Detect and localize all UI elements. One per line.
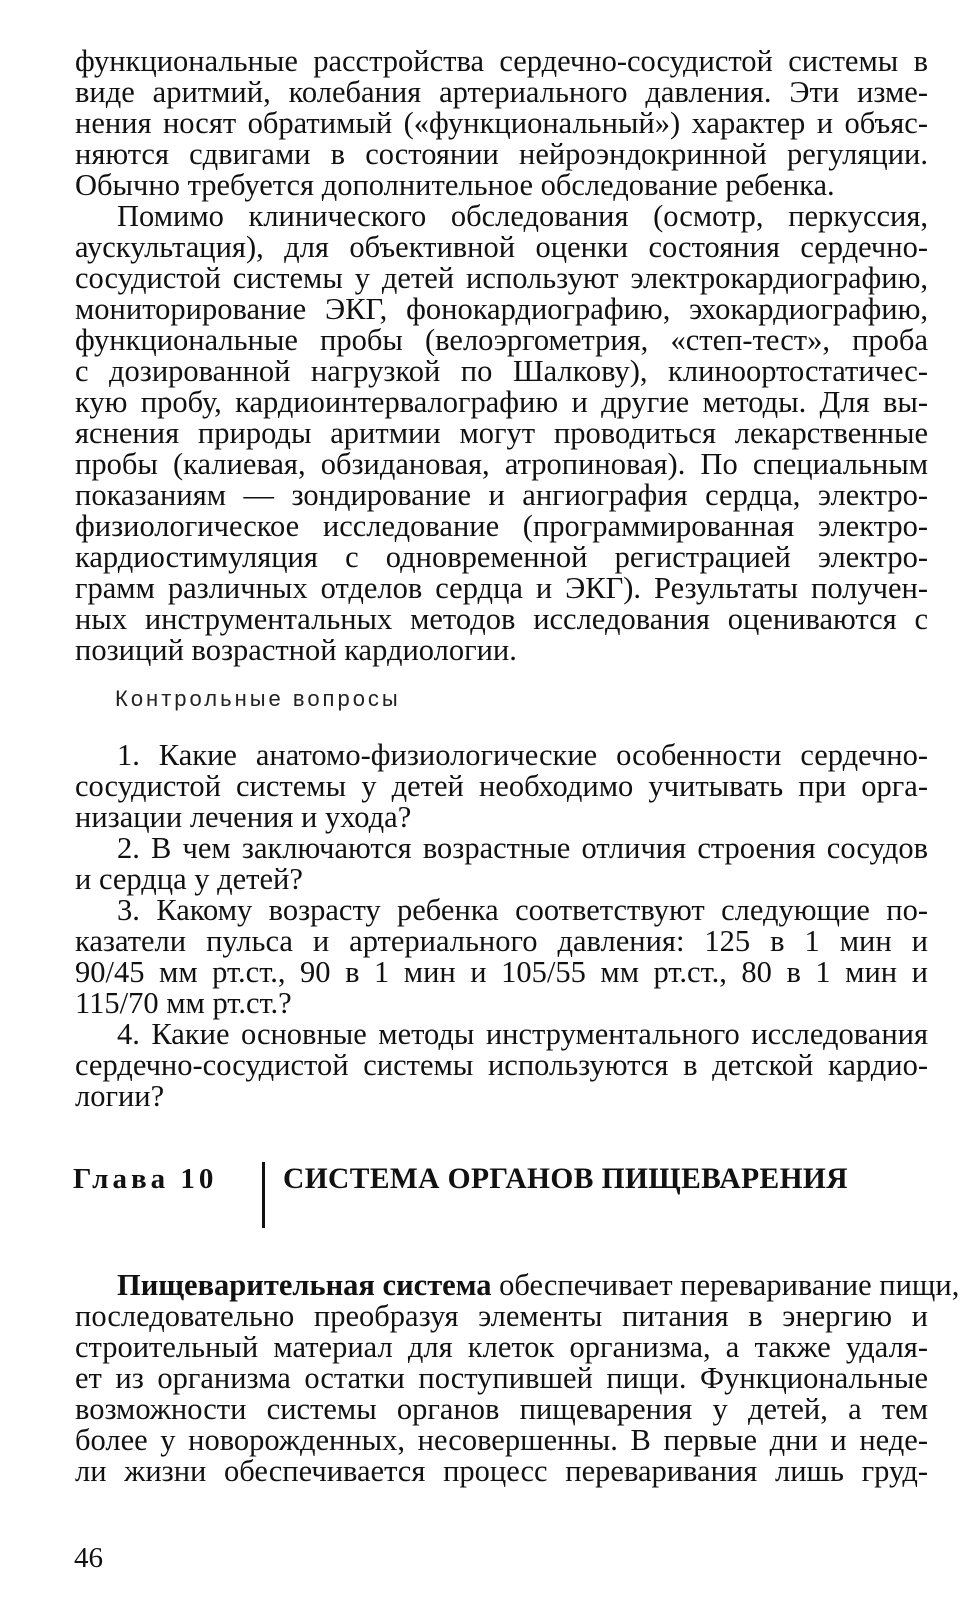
text-line: с дозированной нагрузкой по Шалкову), клиноортостатичес- bbox=[75, 354, 928, 388]
text-line: строительный материал для клеток организма, а также удаля- bbox=[75, 1330, 928, 1364]
chapter-title: СИСТЕМА ОРГАНОВ ПИЩЕВАРЕНИЯ bbox=[283, 1163, 848, 1195]
text-line bbox=[117, 1268, 960, 1302]
question-line: 115/70 мм рт.ст.? bbox=[75, 986, 292, 1020]
text-line: более у новорожденных, несовершенны. В первые дни и неде- bbox=[75, 1423, 928, 1457]
chapter-divider bbox=[262, 1162, 265, 1228]
question-line: казатели пульса и артериального давления: 125 в 1 мин и bbox=[75, 924, 928, 958]
text-line: Помимо клинического обследования (осмотр, перкуссия, bbox=[117, 199, 928, 233]
text-line: кардиостимуляция с одновременной регистрацией электро- bbox=[75, 540, 928, 574]
text-line: Обычно требуется дополнительное обследование ребенка. bbox=[75, 168, 835, 202]
text-line: пробы (калиевая, обзидановая, атропиновая). По специальным bbox=[75, 447, 928, 481]
text-line: аускультация), для объективной оценки состояния сердечно- bbox=[75, 230, 928, 264]
text-line: яснения природы аритмии могут проводиться лекарственные bbox=[75, 416, 928, 450]
question-line: и сердца у детей? bbox=[75, 862, 303, 896]
text-line: кую пробу, кардиоинтервалографию и другие методы. Для вы- bbox=[75, 385, 928, 419]
text-line: сосудистой системы у детей используют электрокардиографию, bbox=[75, 261, 928, 295]
question-line: 90/45 мм рт.ст., 90 в 1 мин и 105/55 мм рт.ст., 80 в 1 мин и bbox=[75, 955, 928, 989]
question-line: 2. В чем заключаются возрастные отличия строения сосудов bbox=[117, 831, 928, 865]
bold-term: Пищеварительная система bbox=[117, 1268, 492, 1302]
page-number: 46 bbox=[74, 1542, 103, 1574]
question-line: сердечно-сосудистой системы используются в детской кардио- bbox=[75, 1048, 928, 1082]
question-line: сосудистой системы у детей необходимо учитывать при орга- bbox=[75, 769, 928, 803]
text-line: показаниям — зондирование и ангиография сердца, электро- bbox=[75, 478, 928, 512]
chapter-label: Глава 10 bbox=[73, 1163, 218, 1195]
text-line: грамм различных отделов сердца и ЭКГ). Результаты получен- bbox=[75, 571, 928, 605]
text-line: ли жизни обеспечивается процесс переваривания лишь груд- bbox=[75, 1454, 928, 1488]
text-line: мониторирование ЭКГ, фонокардиографию, эхокардиографию, bbox=[75, 292, 928, 326]
text-line: виде аритмий, колебания артериального давления. Эти изме- bbox=[75, 75, 928, 109]
text-line: функциональные расстройства сердечно-сосудистой системы в bbox=[75, 44, 928, 78]
text-span: обеспечивает переваривание пищи, bbox=[491, 1268, 960, 1302]
questions-heading: Контрольные вопросы bbox=[115, 686, 401, 711]
question-line: низации лечения и ухода? bbox=[75, 800, 412, 834]
text-line: последовательно преобразуя элементы питания в энергию и bbox=[75, 1299, 928, 1333]
text-line: возможности системы органов пищеварения у детей, а тем bbox=[75, 1392, 928, 1426]
text-line: няются сдвигами в состоянии нейроэндокринной регуляции. bbox=[75, 137, 928, 171]
question-line: 4. Какие основные методы инструментального исследования bbox=[117, 1017, 928, 1051]
text-line: позиций возрастной кардиологии. bbox=[75, 633, 517, 667]
text-line: физиологическое исследование (программированная электро- bbox=[75, 509, 928, 543]
text-line: нения носят обратимый («функциональный») характер и объяс- bbox=[75, 106, 928, 140]
text-line: функциональные пробы (велоэргометрия, «степ-тест», проба bbox=[75, 323, 928, 357]
question-line: логии? bbox=[75, 1079, 165, 1113]
question-line: 1. Какие анатомо-физиологические особенности сердечно- bbox=[117, 738, 928, 772]
text-line: ет из организма остатки поступившей пищи. Функциональные bbox=[75, 1361, 928, 1395]
text-line: ных инструментальных методов исследования оцениваются с bbox=[75, 602, 928, 636]
question-line: 3. Какому возрасту ребенка соответствуют следующие по- bbox=[117, 893, 928, 927]
